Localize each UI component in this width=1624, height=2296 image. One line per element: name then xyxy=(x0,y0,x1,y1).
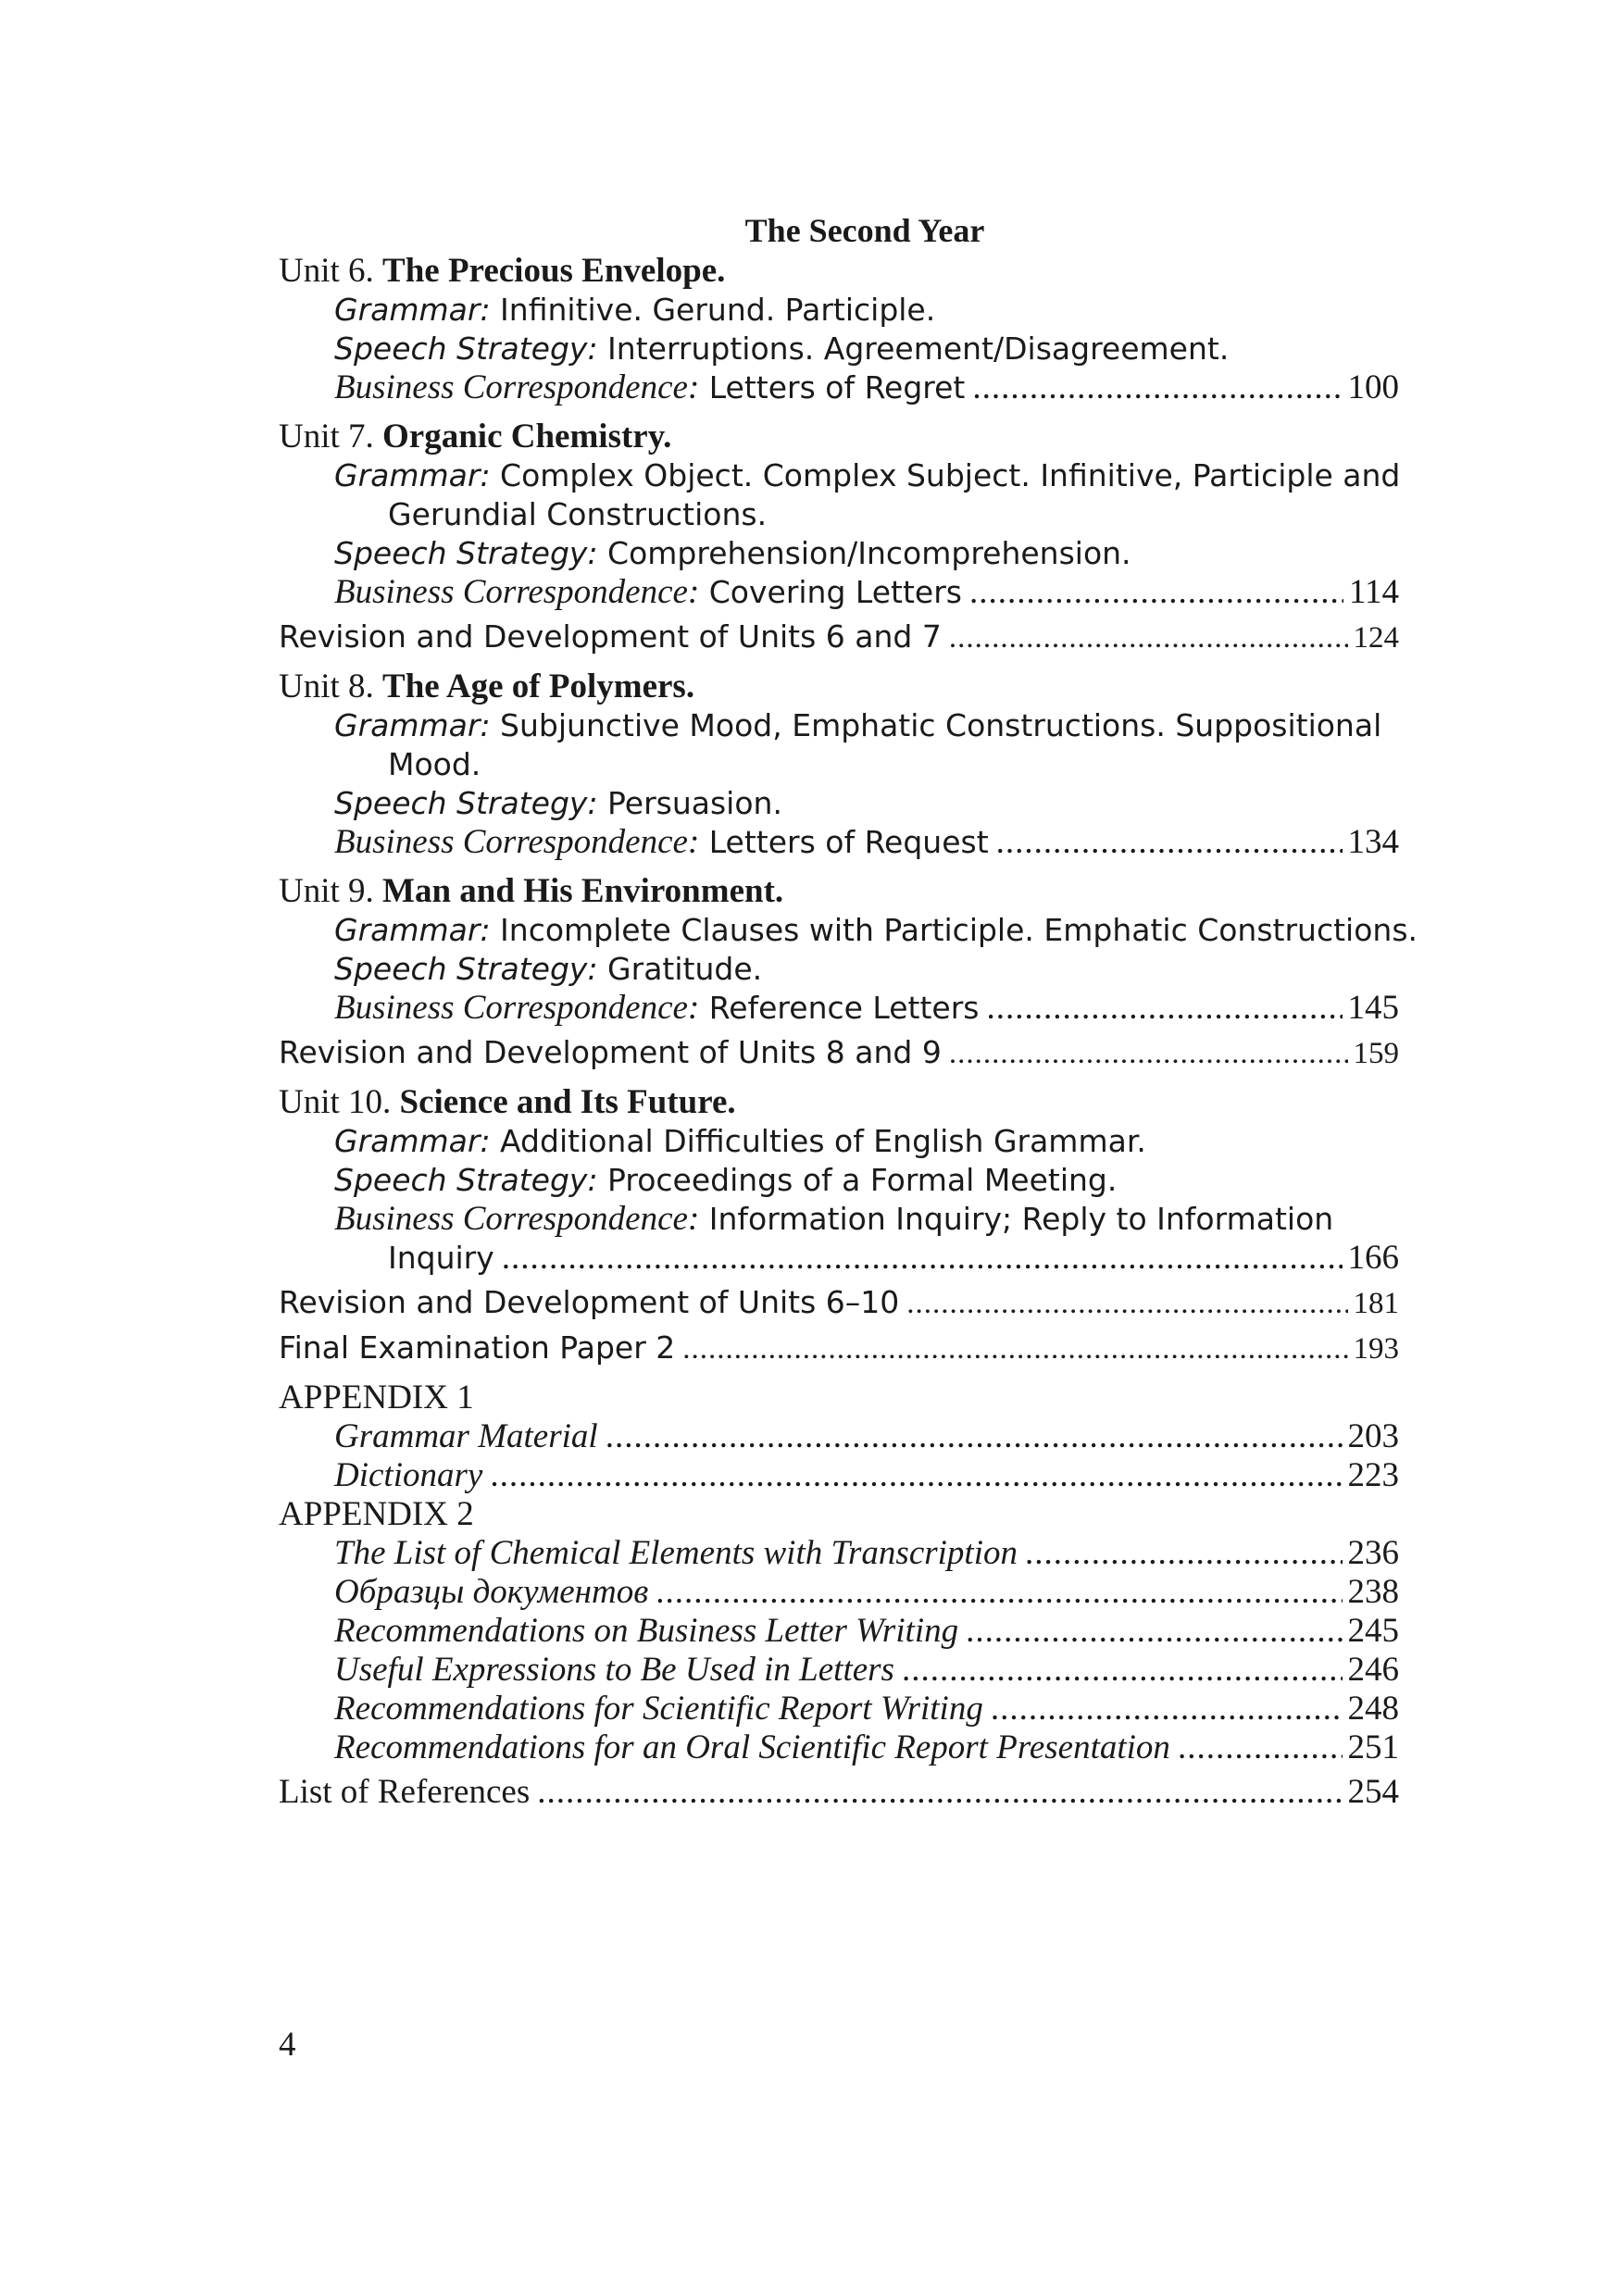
page-ref: 145 xyxy=(1347,989,1399,1027)
speech-strategy-label: Speech Strategy: xyxy=(334,951,598,987)
page-number: 4 xyxy=(279,2026,296,2064)
speech-strategy-text: Gratitude. xyxy=(597,951,763,987)
unit-7-heading xyxy=(279,418,1399,456)
appendix-item-text: Grammar Material xyxy=(334,1417,598,1455)
speech-strategy-text: Comprehension/Incomprehension. xyxy=(597,535,1131,571)
grammar-text: Additional Difficulties of English Grammar. xyxy=(490,1123,1146,1159)
unit-6-prefix: Unit 6. xyxy=(279,252,383,290)
unit-6-heading xyxy=(279,252,1399,291)
business-text: Letters of Regret xyxy=(699,369,966,406)
speech-strategy-label: Speech Strategy: xyxy=(334,1162,598,1198)
page-ref: 166 xyxy=(1347,1239,1399,1277)
unit-6-grammar xyxy=(279,291,1399,330)
unit-6-business[interactable] xyxy=(279,368,1399,407)
unit-10-business-continued[interactable] xyxy=(279,1239,1399,1278)
unit-8-grammar-continued: Mood. xyxy=(388,746,481,782)
page-ref: 181 xyxy=(1353,1287,1399,1320)
revision-text: Revision and Development of Units 6–10 xyxy=(279,1284,900,1320)
speech-strategy-label: Speech Strategy: xyxy=(334,535,598,571)
revision-text: Revision and Development of Units 8 and 9 xyxy=(279,1034,942,1070)
unit-7-prefix: Unit 7. xyxy=(279,418,383,455)
page-ref: 203 xyxy=(1347,1417,1399,1455)
appendix-2-item[interactable] xyxy=(279,1651,1399,1690)
unit-7-grammar-continued: Gerundial Constructions. xyxy=(388,496,768,532)
leader-dots xyxy=(1178,1728,1343,1767)
section-title: The Second Year xyxy=(744,212,985,249)
unit-9-heading xyxy=(279,872,1399,911)
unit-9-business[interactable] xyxy=(279,989,1399,1028)
leader-dots xyxy=(991,1690,1343,1728)
page-ref: 245 xyxy=(1347,1612,1399,1650)
unit-10-business xyxy=(279,1200,1399,1239)
unit-10-speech-strategy xyxy=(279,1161,1399,1200)
unit-7-business[interactable] xyxy=(279,573,1399,612)
appendix-item-text: Образцы документов xyxy=(334,1573,649,1611)
grammar-text: Incomplete Clauses with Participle. Emphatic Constructions. xyxy=(490,912,1418,948)
business-label: Business Correspondence: xyxy=(334,989,700,1027)
revision-text: Revision and Development of Units 6 and 7 xyxy=(279,618,942,655)
leader-dots xyxy=(902,1651,1343,1690)
leader-dots xyxy=(656,1573,1342,1612)
revision-units-6-7[interactable] xyxy=(279,618,1399,657)
appendix-item-text: Recommendations on Business Letter Writing xyxy=(334,1612,959,1650)
leader-dots xyxy=(949,1034,1348,1073)
leader-dots xyxy=(537,1773,1342,1812)
unit-7-grammar xyxy=(279,456,1399,495)
unit-10-grammar xyxy=(279,1122,1399,1161)
unit-8-heading xyxy=(279,668,1399,706)
business-text: Reference Letters xyxy=(699,990,980,1026)
unit-7-title: Organic Chemistry. xyxy=(382,418,672,455)
leader-dots xyxy=(906,1284,1347,1323)
appendix-2-item[interactable] xyxy=(279,1612,1399,1651)
page-ref: 236 xyxy=(1347,1534,1399,1572)
unit-8-title: The Age of Polymers. xyxy=(382,668,695,705)
business-text: Letters of Request xyxy=(699,824,989,860)
leader-dots xyxy=(682,1329,1347,1368)
page-ref: 100 xyxy=(1347,368,1399,406)
page-ref: 248 xyxy=(1347,1690,1399,1728)
final-examination-text: Final Examination Paper 2 xyxy=(279,1329,676,1366)
references-text: List of References xyxy=(279,1773,531,1811)
leader-dots xyxy=(1025,1534,1343,1573)
page-ref: 238 xyxy=(1347,1573,1399,1611)
leader-dots xyxy=(502,1239,1343,1278)
appendix-2-item[interactable] xyxy=(279,1534,1399,1573)
unit-8-prefix: Unit 8. xyxy=(279,668,383,705)
unit-8-business[interactable] xyxy=(279,823,1399,862)
appendix-2-item[interactable] xyxy=(279,1690,1399,1728)
speech-strategy-text: Proceedings of a Formal Meeting. xyxy=(597,1162,1118,1198)
grammar-text: Subjunctive Mood, Emphatic Constructions. Suppositional xyxy=(490,707,1382,743)
unit-9-prefix: Unit 9. xyxy=(279,872,383,910)
grammar-label: Grammar: xyxy=(334,1123,491,1159)
page-ref: 159 xyxy=(1353,1037,1399,1070)
page-ref: 254 xyxy=(1347,1773,1399,1811)
grammar-text: Complex Object. Complex Subject. Infinitive, Participle and xyxy=(490,457,1401,493)
business-label: Business Correspondence: xyxy=(334,823,700,861)
unit-9-title: Man and His Environment. xyxy=(382,872,784,910)
page-ref: 193 xyxy=(1353,1332,1399,1366)
business-label: Business Correspondence: xyxy=(334,573,700,611)
appendix-1-item[interactable] xyxy=(279,1417,1399,1456)
unit-8-grammar xyxy=(279,706,1399,745)
page-ref: 251 xyxy=(1347,1728,1399,1766)
unit-10-prefix: Unit 10. xyxy=(279,1083,400,1121)
unit-6-speech-strategy xyxy=(279,330,1399,368)
appendix-item-text: Useful Expressions to Be Used in Letters xyxy=(334,1651,894,1689)
page-ref: 134 xyxy=(1347,823,1399,861)
unit-6-title: The Precious Envelope. xyxy=(382,252,726,290)
speech-strategy-label: Speech Strategy: xyxy=(334,785,598,821)
grammar-label: Grammar: xyxy=(334,457,491,493)
grammar-label: Grammar: xyxy=(334,292,491,328)
leader-dots xyxy=(490,1456,1342,1495)
business-label: Business Correspondence: xyxy=(334,1200,700,1238)
leader-dots xyxy=(996,823,1343,862)
table-of-contents xyxy=(279,211,1418,1812)
references-entry[interactable] xyxy=(279,1773,1399,1812)
appendix-2-title: APPENDIX 2 xyxy=(279,1495,474,1533)
speech-strategy-text: Persuasion. xyxy=(597,785,782,821)
leader-dots xyxy=(972,368,1342,407)
appendix-item-text: Recommendations for an Oral Scientific Report Presentation xyxy=(334,1728,1170,1766)
speech-strategy-text: Interruptions. Agreement/Disagreement. xyxy=(597,331,1230,367)
page-ref: 223 xyxy=(1347,1456,1399,1494)
business-label: Business Correspondence: xyxy=(334,368,700,406)
final-examination-entry[interactable] xyxy=(279,1329,1399,1368)
business-text: Information Inquiry; Reply to Information xyxy=(699,1201,1334,1237)
leader-dots xyxy=(606,1417,1343,1456)
appendix-2-item[interactable] xyxy=(279,1573,1399,1612)
grammar-label: Grammar: xyxy=(334,912,491,948)
appendix-2-item[interactable] xyxy=(279,1728,1399,1767)
revision-units-6-10[interactable] xyxy=(279,1283,1399,1323)
unit-9-speech-strategy xyxy=(279,950,1399,989)
unit-9-grammar xyxy=(279,911,1418,950)
leader-dots xyxy=(949,618,1348,657)
leader-dots xyxy=(969,573,1343,612)
revision-units-8-9[interactable] xyxy=(279,1033,1399,1073)
page-ref: 114 xyxy=(1348,573,1399,611)
business-text: Covering Letters xyxy=(699,574,962,610)
appendix-1-title: APPENDIX 1 xyxy=(279,1379,474,1416)
unit-10-heading xyxy=(279,1083,1399,1122)
unit-7-speech-strategy xyxy=(279,534,1399,573)
appendix-item-text: Dictionary xyxy=(334,1456,483,1494)
page-ref: 246 xyxy=(1347,1651,1399,1689)
unit-10-title: Science and Its Future. xyxy=(399,1083,736,1121)
appendix-item-text: Recommendations for Scientific Report Writing xyxy=(334,1690,983,1728)
leader-dots xyxy=(986,989,1342,1028)
business-text-continued: Inquiry xyxy=(388,1240,494,1276)
page-ref: 124 xyxy=(1353,621,1399,655)
leader-dots xyxy=(966,1612,1342,1651)
grammar-text: Infinitive. Gerund. Participle. xyxy=(490,292,936,328)
speech-strategy-label: Speech Strategy: xyxy=(334,331,598,367)
grammar-label: Grammar: xyxy=(334,707,491,743)
appendix-item-text: The List of Chemical Elements with Transcription xyxy=(334,1534,1018,1572)
unit-8-speech-strategy xyxy=(279,784,1399,823)
appendix-1-item[interactable] xyxy=(279,1456,1399,1495)
